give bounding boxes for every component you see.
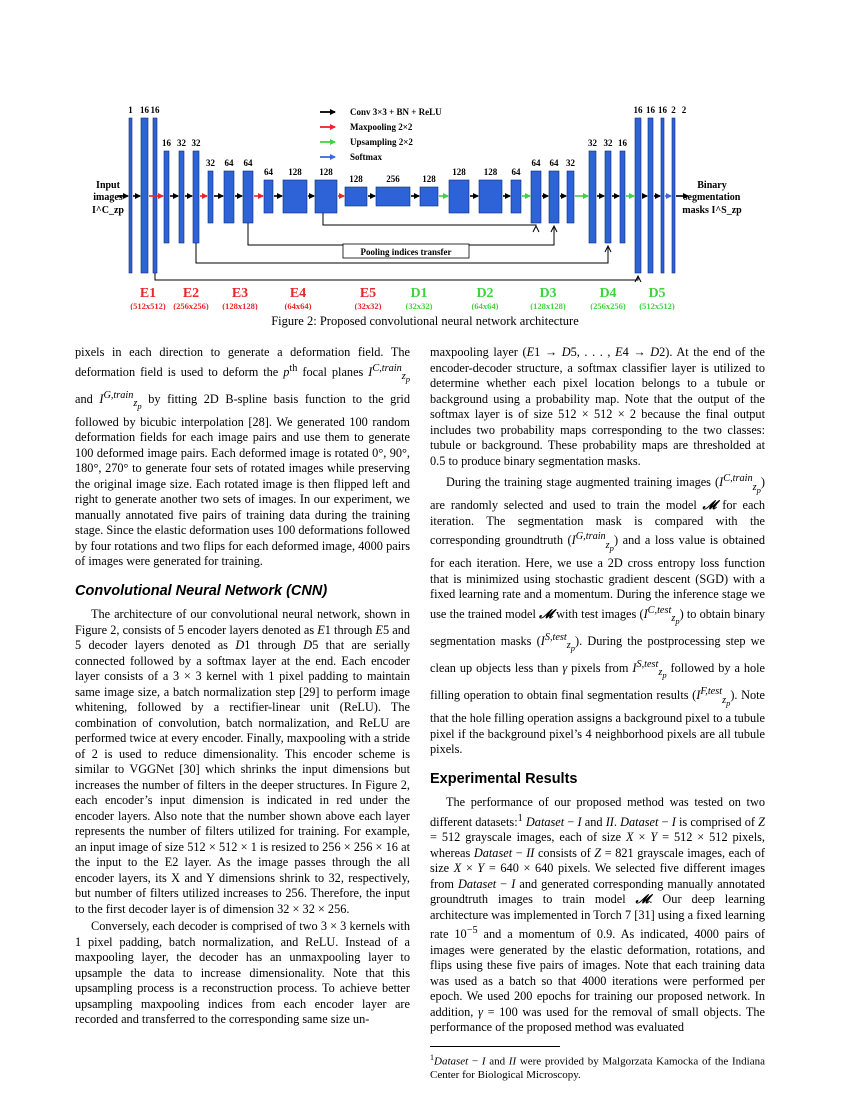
filter-count: 2: [671, 105, 676, 115]
filter-count: 16: [140, 105, 149, 115]
encoder-labels: [130, 286, 381, 310]
right-para-1: maxpooling layer (E1 → D5, . . . , E4 → D2). At the end of the encoder-decoder structure, a softmax classifier layer is utilized to determine whether each pixel location belongs to a tubule or background using a probability map. Note that the output of the softmax layer is of size 512 × 512 × 2 because the final output includes two probability maps corresponding to the two classes: tubule or background. These probability maps are thresholded at 0.5 to produce binary segmentation masks.: [430, 345, 766, 468]
layer-block: [531, 171, 541, 223]
decoder-size: (128x128): [530, 301, 566, 310]
layer-block: [376, 187, 410, 206]
filter-count: 64: [264, 167, 273, 177]
filter-count: 32: [588, 138, 597, 148]
filter-count: 128: [349, 174, 363, 184]
legend-label: Maxpooling 2×2: [350, 122, 413, 132]
layer-block: [589, 151, 596, 243]
legend-label: Conv 3×3 + BN + ReLU: [350, 107, 442, 117]
layer-block: [141, 118, 148, 273]
encoder-name: E4: [289, 286, 307, 301]
skip-line: [323, 213, 536, 227]
filter-count: 128: [422, 174, 436, 184]
filter-count: 32: [603, 138, 613, 148]
output-label-line3: masks I^S_zp: [682, 205, 742, 216]
encoder-name: E5: [359, 286, 377, 301]
decoder-labels: [406, 286, 675, 310]
layer-block: [224, 171, 234, 223]
cnn-heading: Convolutional Neural Network (CNN): [75, 582, 328, 599]
filter-count: 32: [191, 138, 201, 148]
layer-block: [549, 171, 559, 223]
layer-block: [635, 118, 641, 273]
layer-block: [449, 180, 469, 213]
left-para-2: The architecture of our convolutional neural network, shown in Figure 2, consists of 5 encoder layers denoted as E1 through E5 and 5 decoder layers denoted as D1 through D5 that are serially connected followed by a softmax layer at the end. Each encoder layer consists of a 3 × 3 kernel with 1 pixel padding to maintain same image size, a batch normalization step [29] to perform image whitening, followed by a rectifier-linear unit (ReLU). The combination of convolution, batch normalization, and ReLU are performed twice at every encoder. Finally, maxpooling with a stride of 2 is used to reduce dimensionality. This encoder scheme is similar to VGGNet [30] which shrinks the input dimensions but increases the number of filters in the deeper structures. In Figure 2, each encoder’s input dimension is indicated in red under the encoder layers. Also note that the number shown above each layer represents the number of filters utilized for training. For example, an input image of size 512 × 512 × 1 is resized to 256 × 256 × 16 at the input to the E2 layer. As the image passes through the all encoder layers, its X and Y dimensions shrink to 32, respectively, but number of filters utilized increases to 256. Therefore, the input to the first decoder layer is of dimension 32 × 32 × 256.: [75, 607, 411, 916]
right-para-3: The performance of our proposed method was tested on two different datasets:$^1$ Dataset − I and II. Dataset − I is comprised of Z = 512 grayscale images, each of size X × Y = 512 × 512 pixels, whereas Dataset − II consists of Z = 821 grayscale images, each of size X × Y = 640 × 640 pixels. We selected five different images from Dataset − I and generated corresponding manually annotated groundtruth images to train model 𝓜. Our deep learning architecture was implemented in Torch 7 [31] using a fixed learning rate $10^{-5}$ and a momentum of 0.9. As indicated, 4000 pairs of images were generated by the elastic deformation, rotations, and flips using these five pairs of images. Note that each training data was used as a batch so that 4000 iterations were performed per epoch. We used 200 epochs for training our proposed network. In addition, γ = 100 was used for the removal of small objects. The performance of the proposed method was evaluated: [430, 795, 766, 1035]
filter-count: 128: [452, 167, 466, 177]
encoder-size: (256x256): [173, 301, 209, 310]
layer-block: [420, 187, 438, 206]
layer-block: [345, 187, 367, 206]
layer-block: [164, 151, 169, 243]
skip-arrowhead: [533, 226, 539, 232]
filter-count: 16: [162, 138, 171, 148]
pooling-transfer-text: Pooling indices transfer: [360, 247, 452, 257]
input-label-line2: images: [93, 192, 123, 203]
skip-line: [248, 223, 554, 245]
input-label-line3: I^C_zp: [92, 205, 124, 216]
filter-count: 16: [633, 105, 643, 115]
left-para-1: pixels in each direction to generate a deformation field. The deformation field is used to deform the $p^{th}$ focal planes $I^{C,train}_{z_p}$ and $I^{G,train}_{z_p}$ by fitting 2D B-spline basis function to the grid followed by bicubic interpolation [28]. We generated 100 random deformation fields for each image pairs and use them to generate 100 deformed image pairs. Each deformed image is rotated 0°, 90°, 180°, 270° to generate four sets of rotated images while preserving the original image size. Each rotated image is then flipped left and right to generate another two sets of images. In our experiment, we manually annotated five pairs of training data during the training stage. Since the elastic deformation uses 100 deformations followed by four rotations and two flips for each deformed image, 4000 pairs of images were generated for training.: [75, 345, 411, 569]
layer-block: [243, 171, 253, 223]
filter-count: 256: [386, 174, 400, 184]
filter-count: 64: [243, 158, 253, 168]
skip-line: [155, 273, 638, 280]
layer-block: [129, 118, 132, 273]
layer-block: [208, 171, 213, 223]
output-label-line2: segmentation: [683, 192, 741, 203]
encoder-name: E2: [182, 286, 200, 301]
layer-block: [264, 180, 273, 213]
encoder-size: (32x32): [354, 301, 382, 310]
right-para-2: During the training stage augmented training images $(I^{C,train}_{z_p})$ are randomly selected and used to train the model 𝓜 for each iteration. The segmentation mask is compared with the corresponding groundtruth $(I^{G,train}_{z_p})$ and a loss value is obtained for each iteration. Here, we use a 2D cross entropy loss function that is minimized using stochastic gradient descent (SGD) with a fixed learning rate and a momentum. During the inference stage we use the trained model 𝓜 with test images $(I^{C,test}_{z_p})$ to obtain binary segmentation masks $(I^{S,test}_{z_p})$. During the postprocessing step we clean up objects less than γ pixels from $I^{S,test}_{z_p}$ followed by a hole filling operation to obtain final segmentation results $(I^{F,test}_{z_p})$. Note that the hole filling operation assigns a background pixel to a tubule pixel if the background pixel’s 4 neighborhood pixels are all tubule pixels.: [430, 473, 766, 757]
legend-label: Softmax: [350, 152, 382, 162]
filter-count: 16: [618, 138, 627, 148]
legend-label: Upsampling 2×2: [350, 137, 413, 147]
output-label-line1: Binary: [697, 180, 727, 191]
input-label-line1: Input: [96, 180, 120, 191]
decoder-name: D1: [410, 286, 428, 301]
filter-count: 64: [531, 158, 541, 168]
decoder-size: (512x512): [639, 301, 675, 310]
encoder-size: (128x128): [222, 301, 258, 310]
filter-count: 2: [681, 105, 687, 115]
experimental-results-heading: Experimental Results: [430, 770, 578, 787]
filter-count: 1: [128, 105, 133, 115]
filter-count: 16: [150, 105, 160, 115]
figure-caption: Figure 2: Proposed convolutional neural network architecture: [271, 314, 579, 328]
left-para-3: Conversely, each decoder is comprised of two 3 × 3 kernels with 1 pixel padding, batch normalization, and ReLU. Instead of a maxpooling layer, the decoder has an unmaxpooling layer to upsample the data to increase dimensionality. Note that this upsampling process is a reconstruction process. To achieve better upsampling maxpooling indices from each encoder layer are recorded and transferred to the corresponding same size un-: [75, 919, 410, 1027]
layer-block: [567, 171, 574, 223]
decoder-name: D3: [539, 286, 557, 301]
footnote-rule: [430, 1046, 560, 1047]
layer-block: [283, 180, 307, 213]
layer-block: [672, 118, 675, 273]
output-label: [682, 180, 742, 216]
decoder-name: D5: [648, 286, 666, 301]
footnote: $^1$Dataset − I and II were provided by Malgorzata Kamocka of the Indiana Center for Biological Microscopy.: [430, 1052, 765, 1081]
right-column: [430, 345, 765, 1082]
left-column: [75, 345, 410, 1028]
decoder-size: (32x32): [405, 301, 433, 310]
layer-block: [661, 118, 664, 273]
layer-block: [315, 180, 337, 213]
input-label: [92, 180, 124, 216]
layer-block: [179, 151, 184, 243]
filter-count: 64: [224, 158, 234, 168]
layer-block: [605, 151, 611, 243]
decoder-name: D2: [476, 286, 494, 301]
filter-count: 16: [646, 105, 655, 115]
encoder-name: E1: [139, 286, 157, 301]
pooling-transfer-label: [343, 244, 469, 258]
decoder-size: (64x64): [471, 301, 499, 310]
filter-count: 128: [483, 167, 498, 177]
encoder-size: (512x512): [130, 301, 166, 310]
decoder-size: (256x256): [590, 301, 626, 310]
cnn-architecture-figure: [0, 0, 850, 310]
filter-count: 32: [206, 158, 215, 168]
filter-count: 32: [177, 138, 186, 148]
layer-block: [479, 180, 502, 213]
filter-count: 128: [288, 167, 302, 177]
filter-count: 128: [319, 167, 333, 177]
decoder-name: D4: [599, 286, 617, 301]
encoder-size: (64x64): [284, 301, 312, 310]
filter-count: 16: [658, 105, 667, 115]
filter-count: 64: [549, 158, 559, 168]
figure-legend: [320, 107, 442, 162]
filter-count: 64: [511, 167, 521, 177]
layer-block: [648, 118, 653, 273]
filter-count: 32: [566, 158, 575, 168]
layer-block: [193, 151, 199, 243]
encoder-name: E3: [231, 286, 249, 301]
layer-block: [620, 151, 625, 243]
layer-block: [511, 180, 521, 213]
